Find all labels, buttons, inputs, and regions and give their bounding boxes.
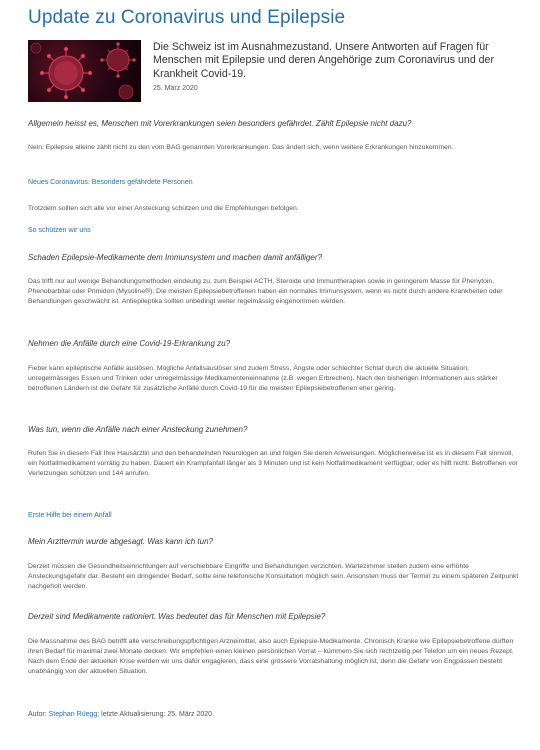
question-5: Mein Arzttermin wurde abgesagt. Was kann ich tun? xyxy=(28,537,213,546)
intro-text: Die Schweiz ist im Ausnahmezustand. Unsere Antworten auf Fragen für Menschen mit Epilepsie und deren Angehörige zum Coronavirus und der Krankheit Covid-19. xyxy=(153,41,494,80)
coronavirus-image xyxy=(28,40,141,102)
link-so-schuetzen-wir-uns[interactable]: So schützen wir uns xyxy=(28,227,91,234)
question-2: Schaden Epilepsie-Medikamente dem Immunsystem und machen damit anfälliger? xyxy=(28,253,322,262)
question-6: Derzeit sind Medikamente rationiert. Was bedeutet das für Menschen mit Epilepsie? xyxy=(28,612,326,621)
intro-block xyxy=(28,40,520,102)
page-title: Update zu Coronavirus und Epilepsie xyxy=(28,7,346,28)
question-1: Allgemein heisst es, Menschen mit Vorerkrankungen seien besonders gefährdet. Zählt Epilepsie nicht dazu? xyxy=(28,119,412,128)
question-4: Was tun, wenn die Anfälle nach einer Ansteckung zunehmen? xyxy=(28,425,248,434)
link-erste-hilfe[interactable]: Erste Hilfe bei einem Anfall xyxy=(28,512,112,519)
author-label: Autor: xyxy=(28,711,49,718)
answer-2: Das trifft nur auf wenige Behandlungsmethoden eindeutig zu, zum Beispiel ACTH, Steroide und Immuntherapien sowie in geringerem Masse für Phenytoin, Phenobarbital oder Primidon (Mysoline®). Die meisten Epilepsiebetroffenen haben ein normales Immunsystem, wenn es nicht durch andere Krankheiten oder Behandlungen geschwächt ist. Antiepileptika sollten unbedingt weiter regelmässig eingenommen werden. xyxy=(28,278,503,305)
paragraph-schutz: Trotzdem sollten sich alle vor einer Ansteckung schützen und die Empfehlungen befolgen. xyxy=(28,205,299,212)
answer-1: Nein, Epilepsie alleine zählt nicht zu den vom BAG genannten Vorerkrankungen. Das ändert sich, wenn weitere Erkrankungen hinzukommen. xyxy=(28,144,454,151)
answer-6: Die Massnahme des BAG betrifft alle verschreibungspflichtigen Arzneimittel, also auch Epilepsie-Medikamente. Chronisch Kranke wie Epilepsiebetroffene dürften ihren Bedarf für maximal zwei Monate decken. Wir empfehlen einen kleinen persönlichen Vorrat – kümmern Sie sich rechtzeitig per Telefon um ein neues Rezept. Nach dem Ende der aktuellen Krise werden wir uns dafür engagieren, dass eine grössere Vorratshaltung möglich ist, denn die Gefahr von Engpässen besteht unabhängig von der aktuellen Situation. xyxy=(28,638,514,675)
link-besonders-gefaehrdete-personen[interactable]: Neues Coronavirus: Besonders gefährdete Personen xyxy=(28,179,193,186)
answer-5: Derzeit müssen die Gesundheitseinrichtungen auf verschiebbare Eingriffe und Behandlungen verzichten. Wartezimmer stellen zudem eine erhöhte Ansteckungsgefahr dar. Besteht ein dringender Bedarf, sollte eine telefonische Konsultation möglich sein. Ansonsten muss der Termin zu einem späteren Zeitpunkt nachgeholt werden. xyxy=(28,563,519,590)
last-updated: ; letzte Aktualisierung: 25. März 2020. xyxy=(97,711,215,718)
question-3: Nehmen die Anfälle durch eine Covid-19-Erkrankung zu? xyxy=(28,339,231,348)
author-link[interactable]: Stephan Rüegg xyxy=(48,711,98,718)
answer-4: Rufen Sie in diesem Fall Ihre Hausärztin und den behandelnden Neurologen an und folgen Sie deren Anweisungen. Möglicherweise ist es in diesem Fall sinnvoll, ein Notfallmedikament vorrätig zu haben. Dauert ein Krampfanfall länger als 3 Minuten und ist kein Notfallmedikament verfügbar, oder es hilft nicht: Betroffenen vor Verletzungen schützen und 144 anrufen. xyxy=(28,450,518,477)
author-line xyxy=(28,711,520,718)
coronavirus-illustration xyxy=(28,40,141,102)
publish-date: 25. März 2020 xyxy=(153,84,198,92)
answer-3: Fieber kann epileptische Anfälle auslösen. Mögliche Anfallsauslöser sind zudem Stress, Ängste oder schlechter Schlaf durch die aktuelle Situation, unregelmässiges Essen und Trinken oder unregelmässige Medikamenteneinnahme (z.B. wegen Erbrechen). Nach den bisherigen Informationen aus stärker betroffenen Ländern ist die Gefahr für zusätzliche Anfälle durch Covid-19 für die meisten Epilepsiebetroffenen eher gering. xyxy=(28,365,498,392)
